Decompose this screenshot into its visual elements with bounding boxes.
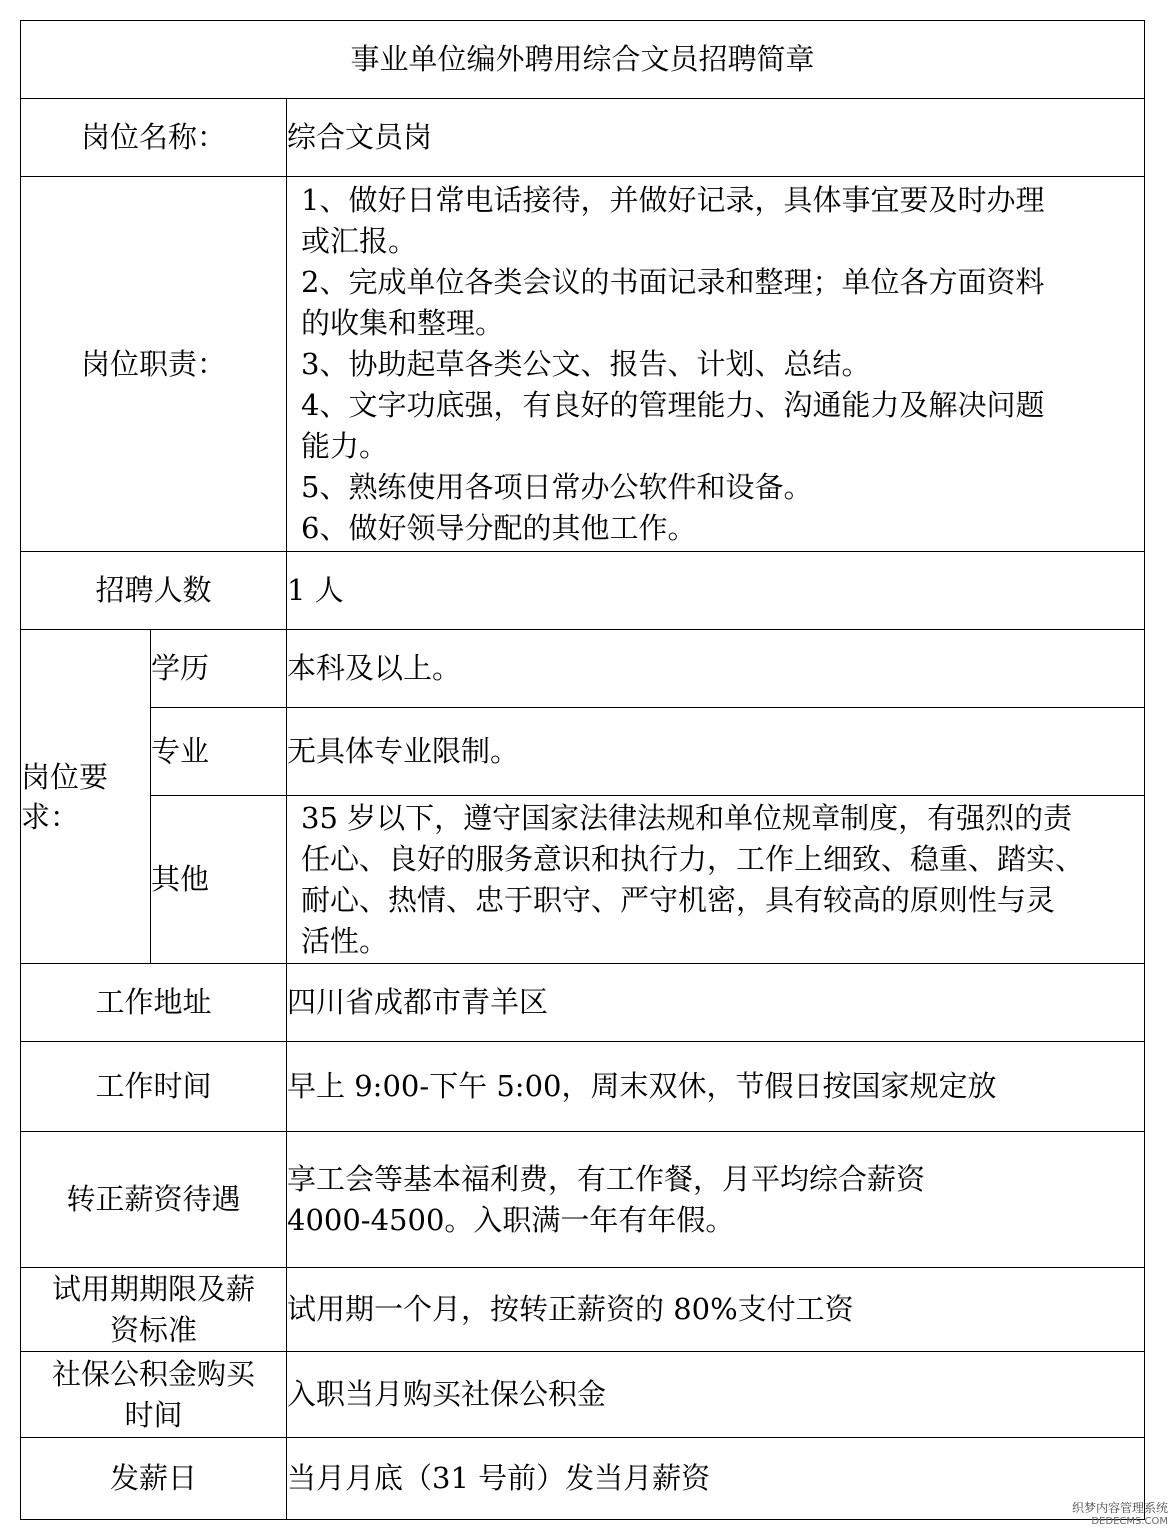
duties-line: 4、文字功底强，有良好的管理能力、沟通能力及解决问题 [301,387,1045,422]
major-label: 专业 [151,708,287,796]
probation-label [21,1268,287,1352]
watermark [1072,1501,1168,1529]
duties-line: 2、完成单位各类会议的书面记录和整理；单位各方面资料 [301,264,1045,299]
insurance-label-line: 时间 [124,1397,183,1432]
major-value: 无具体专业限制。 [287,708,1145,796]
duties-label: 岗位职责： [21,177,287,552]
education-label: 学历 [151,630,287,708]
insurance-label [21,1352,287,1438]
duties-line: 6、做好领导分配的其他工作。 [301,510,697,545]
requirements-label-line: 岗位要 [21,759,109,794]
probation-value: 试用期一个月，按转正薪资的 80%支付工资 [287,1268,1145,1352]
requirements-label [21,630,151,964]
duties-line: 1、做好日常电话接待，并做好记录，具体事宜要及时办理 [301,182,1045,217]
other-requirements-line: 35 岁以下，遵守国家法律法规和单位规章制度，有强烈的责 [301,800,1073,835]
other-requirements [287,796,1145,964]
probation-label-line: 试用期期限及薪 [51,1271,255,1306]
insurance-label-line: 社保公积金购买 [51,1356,255,1391]
headcount-value: 1 人 [287,552,1145,630]
other-label: 其他 [151,796,287,964]
document-title: 事业单位编外聘用综合文员招聘简章 [21,21,1145,99]
watermark-title: 织梦内容管理系统 [1071,1501,1168,1515]
insurance-value: 入职当月购买社保公积金 [287,1352,1145,1438]
payday-value: 当月月底（31 号前）发当月薪资 [287,1438,1145,1520]
salary-label: 转正薪资待遇 [21,1132,287,1268]
duties-line: 的收集和整理。 [301,305,505,340]
other-requirements-line: 活性。 [301,923,389,958]
payday-label: 发薪日 [21,1438,287,1520]
duties-line: 能力。 [301,428,389,463]
salary-value [287,1132,1145,1268]
other-requirements-line: 耐心、热情、忠于职守、严守机密，具有较高的原则性与灵 [301,882,1056,917]
headcount-label: 招聘人数 [21,552,287,630]
duties-line: 5、熟练使用各项日常办公软件和设备。 [301,469,813,504]
salary-line: 享工会等基本福利费，有工作餐，月平均综合薪资 [287,1161,926,1196]
position-name-label: 岗位名称： [21,99,287,177]
duties-line: 或汇报。 [301,223,418,258]
hours-label: 工作时间 [21,1042,287,1132]
education-value: 本科及以上。 [287,630,1145,708]
other-requirements-line: 任心、良好的服务意识和执行力，工作上细致、稳重、踏实、 [301,841,1085,876]
probation-label-line: 资标准 [109,1312,197,1347]
hours-value: 早上 9:00-下午 5:00，周末双休，节假日按国家规定放 [287,1042,1145,1132]
address-value: 四川省成都市青羊区 [287,964,1145,1042]
duties-line: 3、协助起草各类公文、报告、计划、总结。 [301,346,871,381]
address-label: 工作地址 [21,964,287,1042]
watermark-domain: DEDECMS.COM [1091,1516,1168,1527]
position-name-value: 综合文员岗 [287,99,1145,177]
salary-line: 4000-4500。入职满一年有年假。 [287,1202,735,1237]
requirements-label-line: 求： [21,799,80,834]
recruitment-table [20,20,1145,1520]
duties-list [287,177,1145,552]
